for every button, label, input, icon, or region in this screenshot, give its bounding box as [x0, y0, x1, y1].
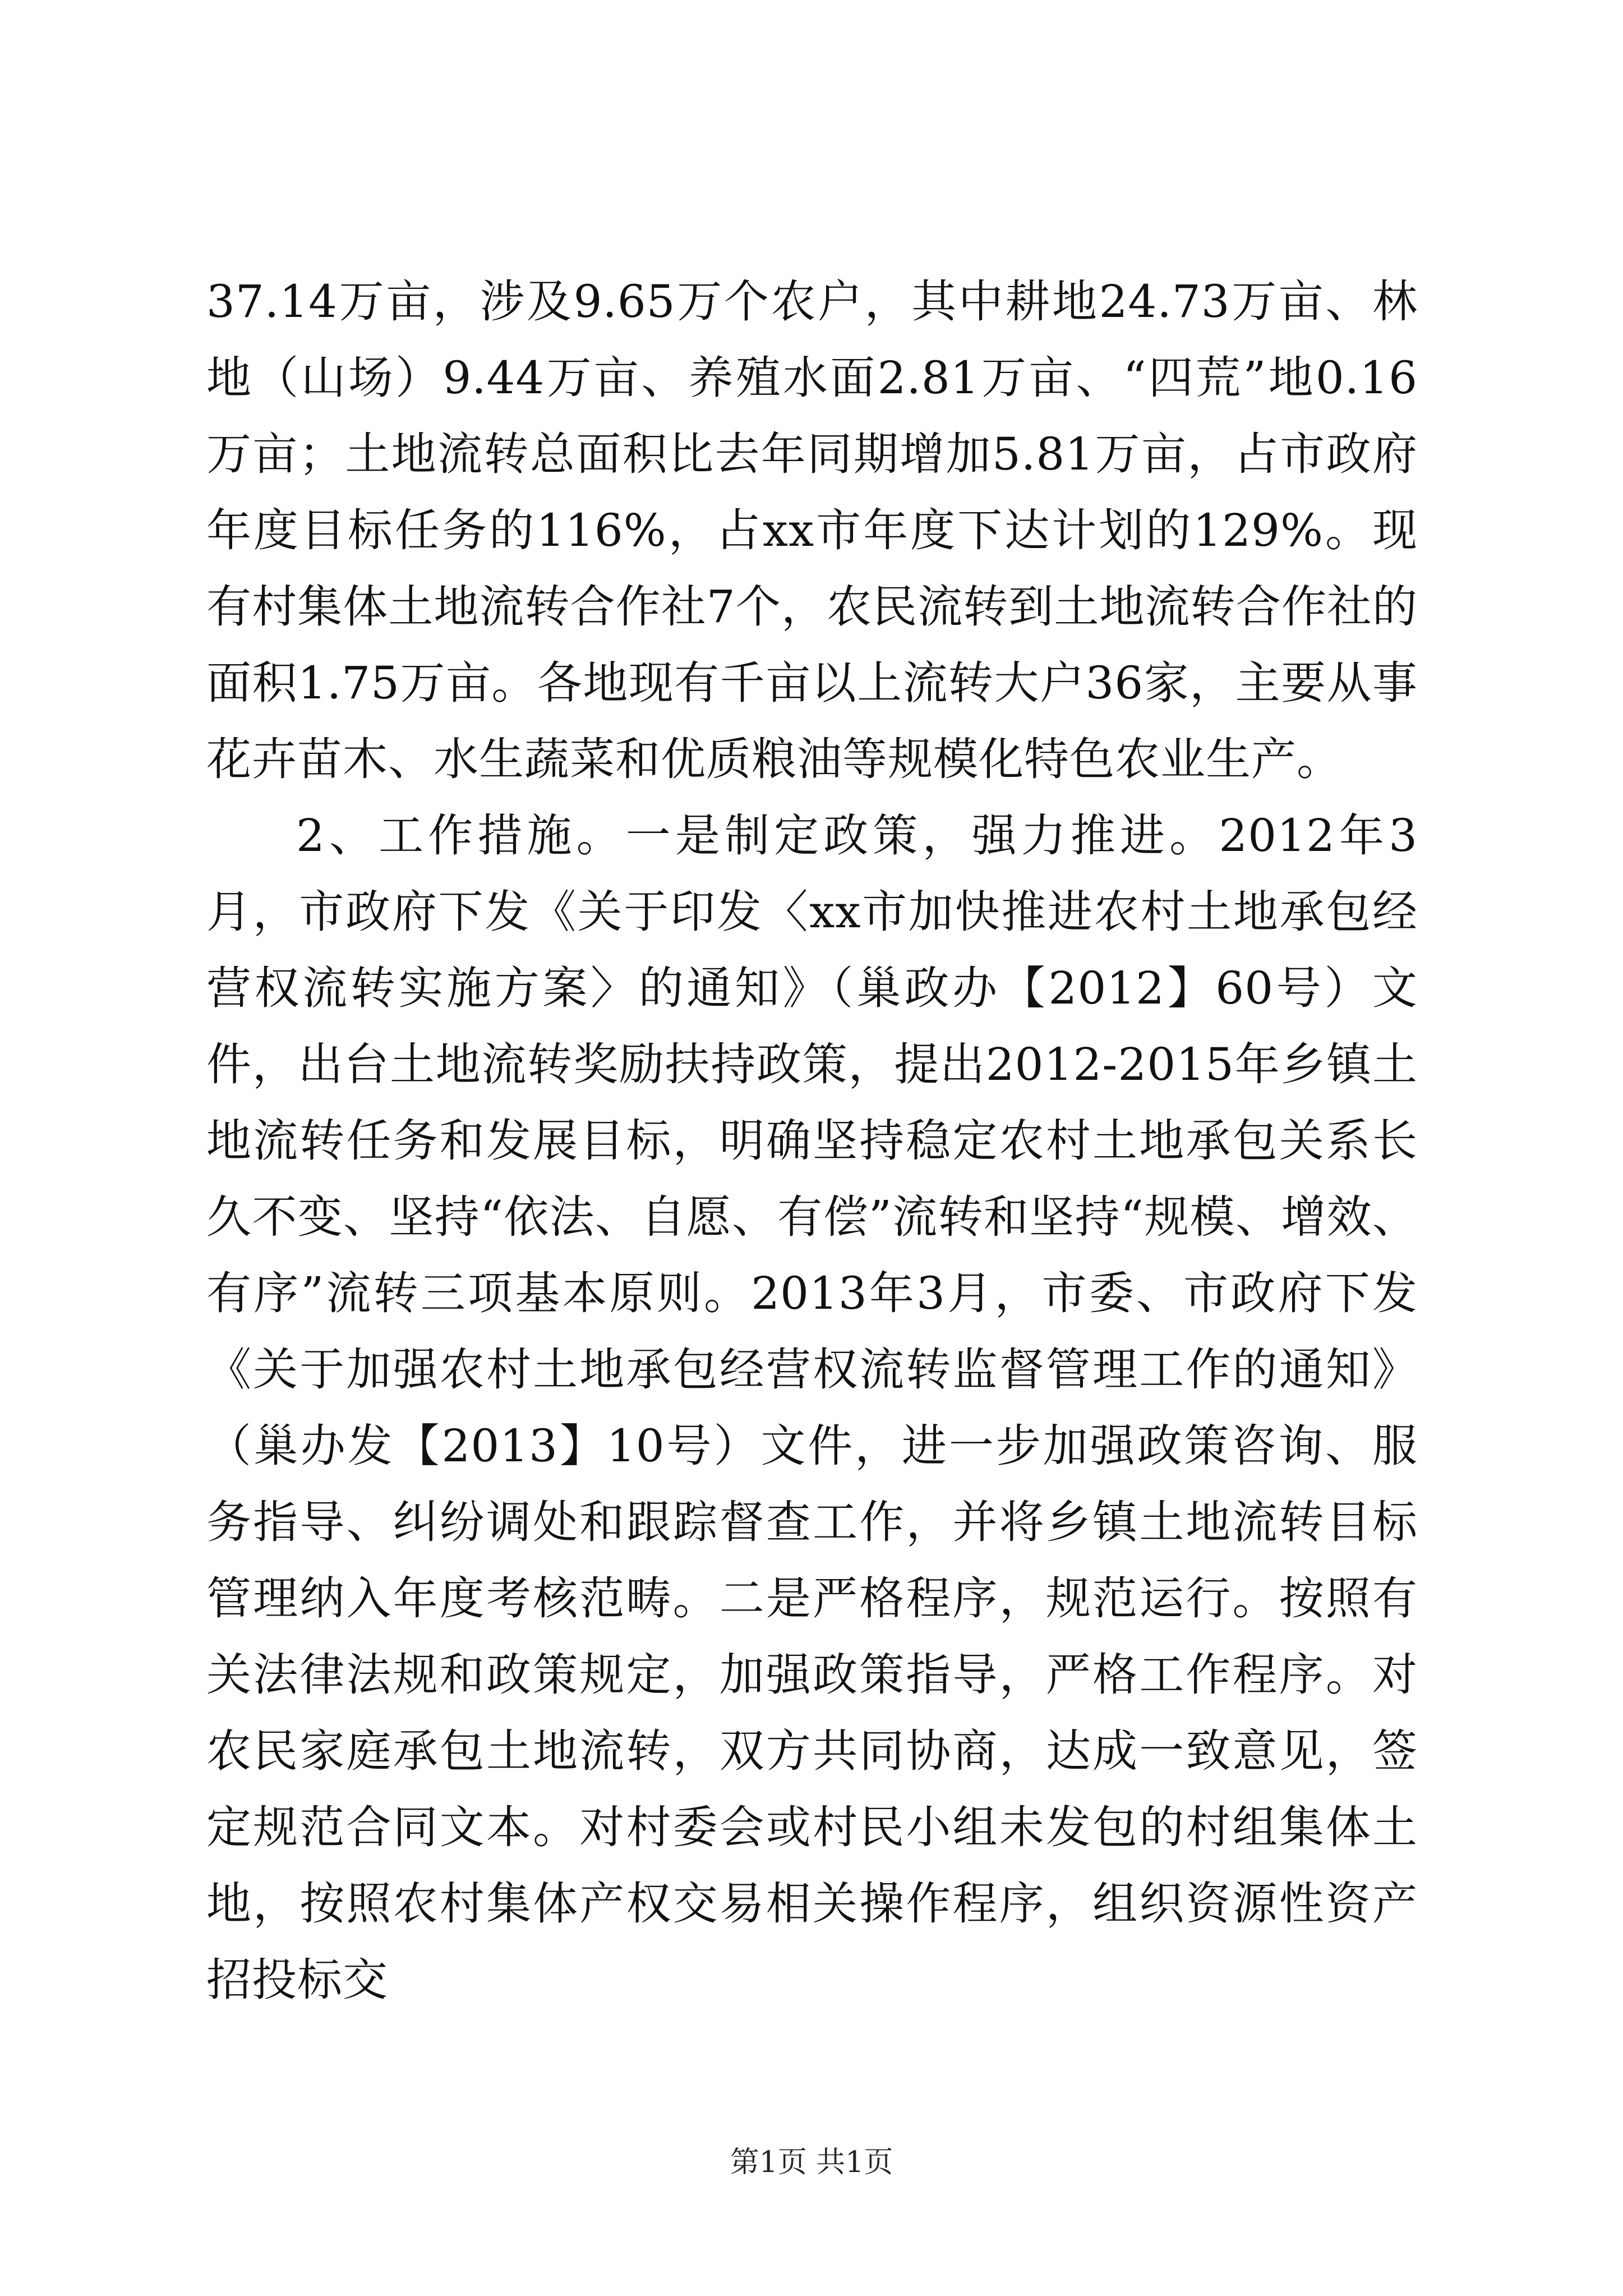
document-body [206, 264, 1418, 2018]
page-number: 第1页 共1页 [730, 2146, 893, 2179]
paragraph-2: 2、工作措施。一是制定政策，强力推进。2012年3月，市政府下发《关于印发〈xx市加快推进农村土地承包经营权流转实施方案〉的通知》（巢政办【2012】60号）文件，出台土地流转奖励扶持政策，提出2012-2015年乡镇土地流转任务和发展目标，明确坚持稳定农村土地承包关系长久不变、坚持“依法、自愿、有偿”流转和坚持“规模、增效、有序”流转三项基本原则。2013年3月，市委、市政府下发《关于加强农村土地承包经营权流转监督管理工作的通知》（巢办发【2013】10号）文件，进一步加强政策咨询、服务指导、纠纷调处和跟踪督查工作，并将乡镇土地流转目标管理纳入年度考核范畴。二是严格程序，规范运行。按照有关法律法规和政策规定，加强政策指导，严格工作程序。对农民家庭承包土地流转，双方共同协商，达成一致意见，签定规范合同文本。对村委会或村民小组未发包的村组集体土地，按照农村集体产权交易相关操作程序，组织资源性资产招投标交 [206, 809, 1418, 2006]
paragraph-1: 37.14万亩，涉及9.65万个农户，其中耕地24.73万亩、林地（山场）9.44万亩、养殖水面2.81万亩、“四荒”地0.16万亩；土地流转总面积比去年同期增加5.81万亩，占市政府年度目标任务的116%，占xx市年度下达计划的129%。现有村集体土地流转合作社7个，农民流转到土地流转合作社的面积1.75万亩。各地现有千亩以上流转大户36家，主要从事花卉苗木、水生蔬菜和优质粮油等规模化特色农业生产。 [206, 275, 1418, 785]
page-footer [0, 2143, 1623, 2182]
